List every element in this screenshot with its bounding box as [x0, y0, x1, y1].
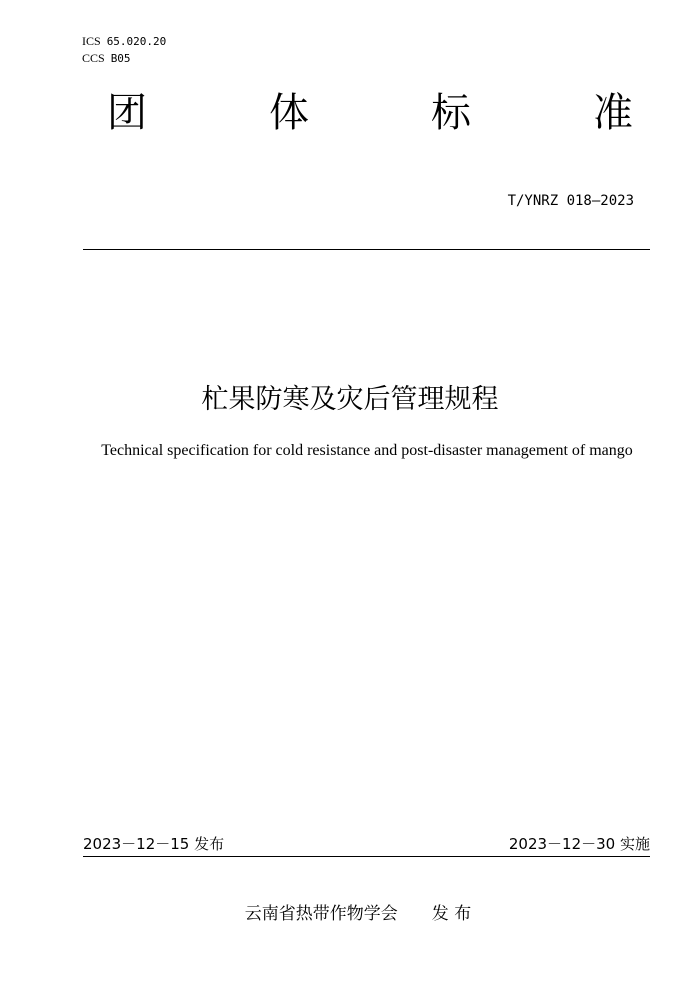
issue-date: 2023－12－15 发布: [83, 835, 225, 853]
ics-code: [82, 35, 166, 48]
publisher-organization: 云南省热带作物学会: [244, 904, 398, 924]
publisher-action: 发 布: [431, 904, 472, 924]
standard-type-char: 标: [431, 90, 471, 136]
standard-type-char: 体: [269, 90, 309, 136]
title-english: Technical specification for cold resistance and post-disaster management of mango: [101, 442, 633, 459]
title-chinese: 杧果防寒及灾后管理规程: [201, 384, 499, 415]
ccs-value: B05: [110, 52, 131, 65]
header-divider: [83, 249, 650, 250]
footer-divider: [83, 856, 650, 857]
ics-label: ICS: [82, 34, 101, 48]
standard-type-heading: [95, 88, 645, 138]
ccs-label: CCS: [82, 51, 105, 65]
standard-type-char: 准: [593, 90, 633, 136]
implementation-date: 2023－12－30 实施: [508, 835, 650, 853]
ccs-code: [82, 52, 131, 65]
standard-number: T/YNRZ 018—2023: [507, 193, 634, 209]
ics-value: 65.020.20: [106, 35, 167, 48]
standard-type-char: 团: [107, 90, 147, 136]
publisher-line: [0, 903, 700, 925]
